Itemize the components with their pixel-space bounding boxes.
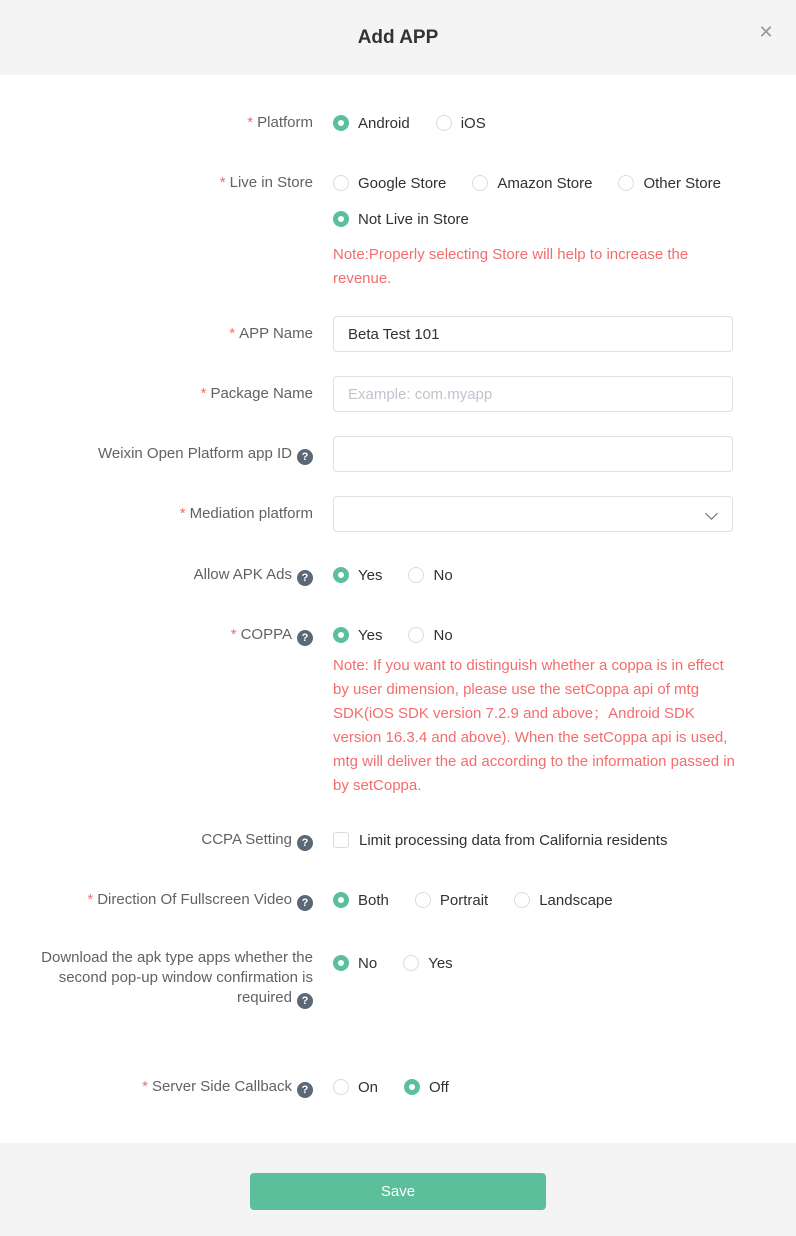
radio-unchecked-icon	[403, 955, 419, 971]
radio-unchecked-icon	[408, 567, 424, 583]
radio-callback-on[interactable]	[333, 1079, 378, 1096]
form-row-coppa	[0, 620, 796, 798]
form-row-app-name	[0, 316, 796, 352]
required-marker: *	[179, 505, 186, 522]
form-row-allow-apk-ads	[0, 560, 796, 590]
radio-unchecked-icon	[514, 892, 530, 908]
help-icon[interactable]: ?	[297, 449, 313, 465]
dialog-footer	[0, 1143, 796, 1236]
radio-android[interactable]	[333, 115, 410, 132]
apk-second-popup-label: Download the apk type apps whether the second pop-up window confirmation is required ?	[41, 949, 313, 1007]
help-icon[interactable]: ?	[297, 630, 313, 646]
radio-unchecked-icon	[333, 175, 349, 191]
form-row-server-side-callback	[0, 1072, 796, 1102]
help-icon[interactable]: ?	[297, 993, 313, 1009]
radio-apk-ads-yes[interactable]	[333, 567, 382, 584]
radio-label: No	[358, 954, 378, 972]
weixin-app-id-label: Weixin Open Platform app ID ?	[0, 436, 313, 472]
radio-checked-icon	[333, 567, 349, 583]
page-title: Add APP	[357, 27, 439, 48]
radio-label: Not Live in Store	[358, 210, 469, 228]
radio-ios[interactable]	[436, 115, 486, 132]
radio-checked-icon	[333, 892, 349, 908]
radio-other-store[interactable]	[618, 175, 721, 192]
ccpa-limit-checkbox[interactable]	[333, 825, 667, 855]
ccpa-setting-label: CCPA Setting ?	[0, 825, 313, 855]
radio-unchecked-icon	[618, 175, 634, 191]
radio-label: Landscape	[539, 891, 613, 909]
radio-checked-icon	[333, 211, 349, 227]
required-marker: *	[142, 1078, 148, 1095]
radio-label: Yes	[428, 954, 453, 972]
mediation-platform-select[interactable]	[333, 496, 733, 532]
radio-label: On	[358, 1078, 379, 1096]
required-marker: *	[247, 114, 254, 131]
direction-fullscreen-video-label: * Direction Of Fullscreen Video ?	[0, 885, 313, 915]
mediation-platform-label: * Mediation platform	[179, 505, 313, 522]
server-side-callback-label: * Server Side Callback ?	[0, 1072, 313, 1102]
weixin-app-id-input[interactable]	[333, 436, 733, 472]
dialog-body	[0, 75, 796, 1143]
help-icon[interactable]: ?	[297, 835, 313, 851]
help-icon[interactable]: ?	[297, 1082, 313, 1098]
form-row-apk-second-popup	[0, 942, 796, 1009]
help-icon[interactable]: ?	[297, 570, 313, 586]
platform-label: * Platform	[247, 114, 313, 131]
save-button[interactable]: Save	[250, 1173, 546, 1210]
radio-label: Both	[358, 891, 389, 909]
radio-popup-no[interactable]	[333, 955, 377, 972]
radio-checked-icon	[404, 1079, 420, 1095]
radio-label: Off	[429, 1078, 449, 1096]
close-icon[interactable]: ✕	[758, 21, 774, 42]
radio-label: Amazon Store	[497, 174, 593, 192]
radio-unchecked-icon	[408, 627, 424, 643]
radio-coppa-no[interactable]	[408, 627, 452, 644]
form-row-package-name	[0, 376, 796, 412]
required-marker: *	[229, 325, 236, 342]
app-name-input[interactable]	[333, 316, 733, 352]
radio-label: Portrait	[439, 891, 489, 909]
required-marker: *	[200, 385, 207, 402]
radio-google-store[interactable]	[333, 175, 446, 192]
required-marker: *	[87, 891, 94, 908]
package-name-input[interactable]	[333, 376, 733, 412]
form-row-mediation-platform	[0, 496, 796, 532]
form-row-live-in-store	[0, 168, 796, 291]
required-marker: *	[219, 174, 226, 191]
coppa-note-text: Note: If you want to distinguish whether a coppa is in effect by user dimension, please use the setCoppa api of mtg SDK(iOS SDK version 7.2.9 and above；Android SDK version 16.3.4 and above). When the setCoppa api is used, mtg will deliver the ad according to the information passed in by setCoppa.	[333, 657, 735, 794]
radio-popup-yes[interactable]	[403, 955, 452, 972]
radio-direction-landscape[interactable]	[514, 892, 612, 909]
radio-label: Yes	[358, 626, 383, 644]
checkbox-label: Limit processing data from California residents	[359, 831, 668, 849]
radio-direction-portrait[interactable]	[415, 892, 488, 909]
app-name-label: * APP Name	[229, 325, 313, 342]
coppa-label: * COPPA ?	[0, 620, 313, 650]
package-name-label: * Package Name	[200, 385, 313, 402]
form-row-ccpa-setting	[0, 825, 796, 855]
form-row-platform	[0, 108, 796, 138]
required-marker: *	[230, 626, 237, 643]
store-note-text: Note:Properly selecting Store will help to increase the revenue.	[333, 246, 689, 287]
radio-label: iOS	[460, 114, 486, 132]
radio-label: No	[433, 626, 453, 644]
radio-unchecked-icon	[333, 1079, 349, 1095]
radio-label: No	[433, 566, 453, 584]
radio-amazon-store[interactable]	[472, 175, 592, 192]
radio-not-live-in-store[interactable]	[333, 211, 469, 228]
radio-label: Google Store	[358, 174, 447, 192]
checkbox-unchecked-icon	[333, 832, 349, 848]
allow-apk-ads-label: Allow APK Ads ?	[0, 560, 313, 590]
help-icon[interactable]: ?	[297, 895, 313, 911]
radio-label: Other Store	[643, 174, 721, 192]
radio-checked-icon	[333, 115, 349, 131]
form-row-direction-fullscreen-video	[0, 885, 796, 915]
form-row-weixin-app-id	[0, 436, 796, 472]
radio-checked-icon	[333, 627, 349, 643]
radio-callback-off[interactable]	[404, 1079, 449, 1096]
radio-unchecked-icon	[436, 115, 452, 131]
dialog-header	[0, 0, 796, 75]
radio-unchecked-icon	[415, 892, 431, 908]
radio-label: Yes	[358, 566, 383, 584]
live-in-store-label: * Live in Store	[219, 174, 313, 191]
radio-direction-both[interactable]	[333, 892, 389, 909]
radio-unchecked-icon	[472, 175, 488, 191]
radio-apk-ads-no[interactable]	[408, 567, 452, 584]
radio-checked-icon	[333, 955, 349, 971]
radio-label: Android	[358, 114, 410, 132]
radio-coppa-yes[interactable]	[333, 627, 382, 644]
chevron-down-icon	[705, 507, 718, 520]
